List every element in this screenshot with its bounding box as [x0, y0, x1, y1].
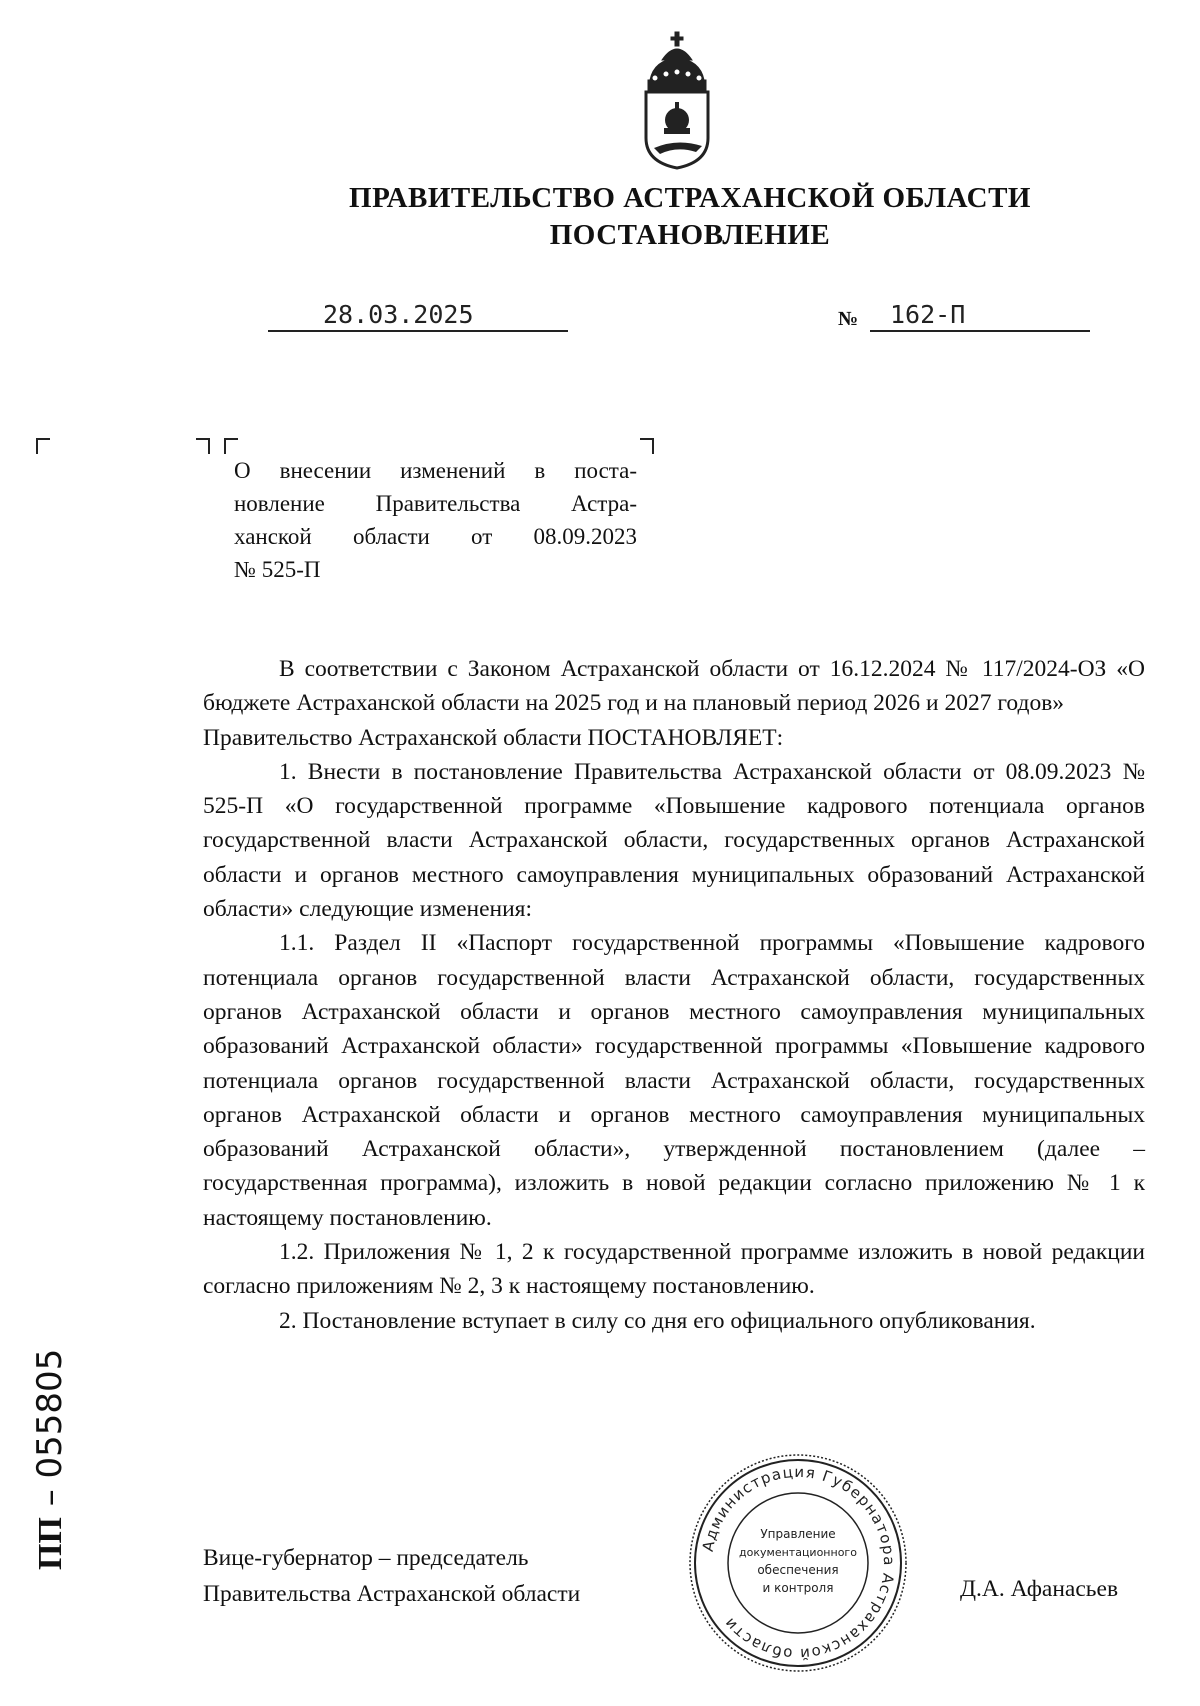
document-subject [234, 454, 637, 586]
document-page: ПРАВИТЕЛЬСТВО АСТРАХАНСКОЙ ОБЛАСТИ ПОСТАНОВЛЕНИЕ 28.03.2025 № 162-П О внесении изменений в поста- новление Правительства Астра- ханской области от 08.09.2023 № 525-П В соответствии с Законом Астраханской области от 16.12.2024 № 117/2024-ОЗ «О бюджете Астраханской области на 2025 год и на плановый период 2026 и 2027 годов» Правительство Астраханской области ПОСТАНОВЛЯЕТ: 1. Внести в постановление Правительства Астраханской области от 08.09.2023 № 525-П «О государственной программе «Повышение кадрового потенциала органов государственной власти Астраханской области, государственных органов Астраханской области и органов местного самоуправления муниципальных образований Астраханской области» следующие изменения: 1.1. Раздел II «Паспорт государственной программы «Повышение кадрового потенциала органов государственной власти Астраханской области, государственных органов Астраханской области и органов местного самоуправления муниципальных образований Астраханской области» государственной программы «Повышение кадрового потенциала органов государственной власти Астраханской области, государственных органов Астраханской области и органов местного самоуправления муниципальных образований Астраханской области», утвержденной постановлением (далее – государственная программа), изложить в новой редакции согласно приложению № 1 к настоящему постановлению. 1.2. Приложения № 1, 2 к государственной программе изложить в новой редакции согласно приложениям № 2, 3 к настоящему постановлению. 2. Постановление вступает в силу со дня его официального опубликования. Вице-губернатор – председатель Правительства Астраханской области Администрация Губернатора Астраханской области Управление документационного обеспечения и контроля Д.А. Афанасьев ПП – 055805 [0, 0, 1200, 1706]
document-date: 28.03.2025 [268, 300, 568, 332]
signatory-position [203, 1540, 580, 1612]
preamble-paragraph: В соответствии с Законом Астраханской области от 16.12.2024 № 117/2024-ОЗ «О бюджете Астраханской области на 2025 год и на плановый период 2026 и 2027 годов» [203, 656, 1145, 717]
document-body [203, 652, 1145, 1338]
subject-corner-mark [224, 438, 238, 454]
margin-corner-mark [36, 438, 50, 454]
coat-of-arms-emblem [640, 30, 714, 170]
stamp-center-line: Управление [760, 1527, 836, 1541]
stamp-center-line: обеспечения [757, 1563, 839, 1577]
margin-corner-mark [196, 438, 210, 454]
organization-name: ПРАВИТЕЛЬСТВО АСТРАХАНСКОЙ ОБЛАСТИ [349, 182, 1031, 214]
subject-corner-mark [640, 438, 654, 454]
number-label: № [838, 308, 859, 330]
position-line: Правительства Астраханской области [203, 1581, 581, 1607]
item-2-paragraph: 2. Постановление вступает в силу со дня его официального опубликования. [279, 1307, 1036, 1334]
item-1-paragraph: 1. Внести в постановление Правительства Астраханской области от 08.09.2023 № 525-П «О государственной программе «Повышение кадрового потенциала органов государственной власти Астраханской области, государственных органов Астраханской области и органов местного самоуправления муниципальных образований Астраханской области» следующие изменения: [203, 758, 1145, 923]
subject-line: О внесении изменений в поста- [234, 458, 637, 483]
subject-line: новление Правительства Астра- [234, 491, 637, 516]
signatory-name: Д.А. Афанасьев [960, 1576, 1119, 1602]
subject-line: № 525-П [234, 557, 321, 582]
serial-prefix: ПП [32, 1517, 69, 1570]
document-number: 162-П [870, 300, 1090, 332]
subject-line: ханской области от 08.09.2023 [234, 524, 637, 549]
stamp-ring-text: Администрация Губернатора Астраханской области [698, 1462, 899, 1664]
official-stamp [687, 1452, 909, 1674]
decree-paragraph: Правительство Астраханской области ПОСТАНОВЛЯЕТ: [203, 724, 784, 751]
stamp-center-line: и контроля [762, 1581, 834, 1595]
position-line: Вице-губернатор – председатель [203, 1545, 529, 1571]
document-type: ПОСТАНОВЛЕНИЕ [549, 219, 831, 251]
item-1-2-paragraph: 1.2. Приложения № 1, 2 к государственной программе изложить в новой редакции согласно приложениям № 2, 3 к настоящему постановлению. [203, 1239, 1145, 1300]
serial-digits: 055805 [30, 1348, 70, 1479]
stamp-center-line: документационного [739, 1546, 857, 1559]
item-1-1-paragraph: 1.1. Раздел II «Паспорт государственной программы «Повышение кадрового потенциала органов государственной власти Астраханской области, государственных органов Астраханской области и органов местного самоуправления муниципальных образований Астраханской области» государственной программы «Повышение кадрового потенциала органов государственной власти Астраханской области, государственных органов Астраханской области и органов местного самоуправления муниципальных образований Астраханской области», утвержденной постановлением (далее – государственная программа), изложить в новой редакции согласно приложению № 1 к настоящему постановлению. [203, 930, 1145, 1231]
